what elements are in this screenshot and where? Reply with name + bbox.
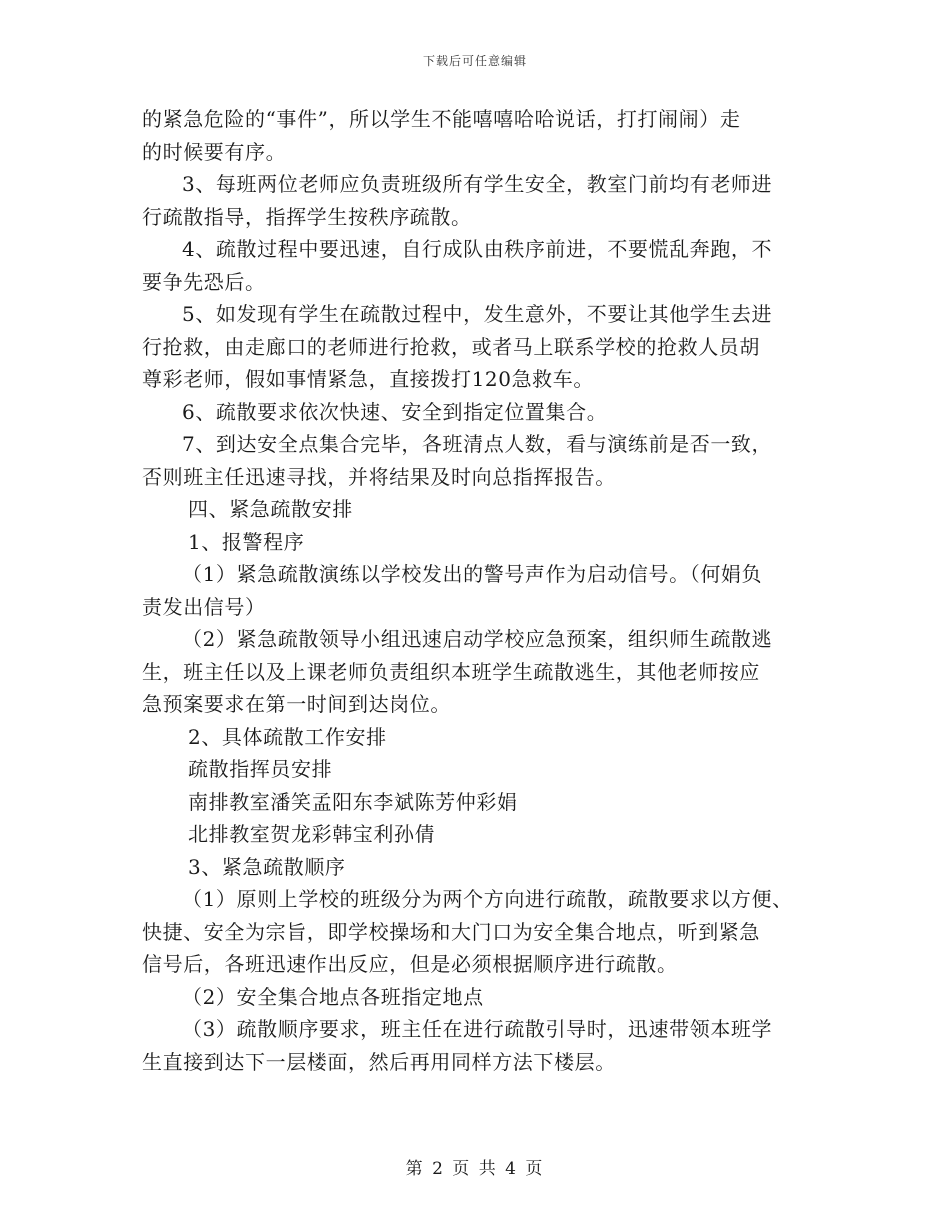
text-line: （3）疏散顺序要求，班主任在进行疏散引导时，迅速带领本班学 [182,1017,773,1041]
page-footer: 第 2 页 共 4 页 [405,1159,545,1179]
text-line: 行抢救，由走廊口的老师进行抢救，或者马上联系学校的抢救人员胡 [142,334,760,359]
text-line: 4、疏散过程中要迅速，自行成队由秩序前进，不要慌乱奔跑，不 [182,237,773,261]
page-header: 下载后可任意编辑 [422,54,527,68]
text-line: （2）安全集合地点各班指定地点 [182,984,484,1009]
text-line: 尊彩老师，假如事情紧急，直接拨打120急救车。 [142,367,594,391]
text-line: 的紧急危险的“事件”，所以学生不能嘻嘻哈哈说话，打打闹闹）走 [142,107,741,131]
text-line: 南排教室潘笑孟阳东李斌陈芳仲彩娟 [188,789,518,814]
text-line: （1）原则上学校的班级分为两个方向进行疏散，疏散要求以方便、 [182,887,793,911]
text-line: 行疏散指导，指挥学生按秩序疏散。 [142,204,472,229]
text-line: 要争先恐后。 [142,269,266,294]
text-line: 否则班主任迅速寻找，并将结果及时向总指挥报告。 [142,464,616,489]
text-line: 生直接到达下一层楼面，然后再用同样方法下楼层。 [142,1049,616,1074]
text-line: 快捷、安全为宗旨，即学校操场和大门口为安全集合地点，听到紧急 [142,919,760,944]
text-line: 3、每班两位老师应负责班级所有学生安全，教室门前均有老师进 [182,172,773,196]
text-line: 疏散指挥员安排 [188,757,333,781]
subsection-heading: 1、报警程序 [188,529,305,554]
text-line: （2）紧急疏散领导小组迅速启动学校应急预案，组织师生疏散逃 [182,627,773,651]
text-line: 信号后，各班迅速作出反应，但是必须根据顺序进行疏散。 [142,952,678,976]
text-line: 的时候要有序。 [142,139,287,164]
section-heading: 四、紧急疏散安排 [188,497,353,521]
text-line: 5、如发现有学生在疏散过程中，发生意外，不要让其他学生去进 [182,302,773,326]
text-line: 生，班主任以及上课老师负责组织本班学生疏散逃生，其他老师按应 [142,659,760,684]
text-line: （1）紧急疏散演练以学校发出的警号声作为启动信号。（何娟负 [182,562,763,586]
subsection-heading: 2、具体疏散工作安排 [188,724,387,749]
text-line: 责发出信号） [142,594,266,619]
document-body [142,103,817,1078]
subsection-heading: 3、紧急疏散顺序 [188,854,346,879]
text-line: 7、到达安全点集合完毕，各班清点人数，看与演练前是否一致， [182,432,773,456]
text-line: 北排教室贺龙彩韩宝利孙倩 [188,822,436,846]
text-line: 6、疏散要求依次快速、安全到指定位置集合。 [182,399,608,424]
text-line: 急预案要求在第一时间到达岗位。 [142,692,451,716]
